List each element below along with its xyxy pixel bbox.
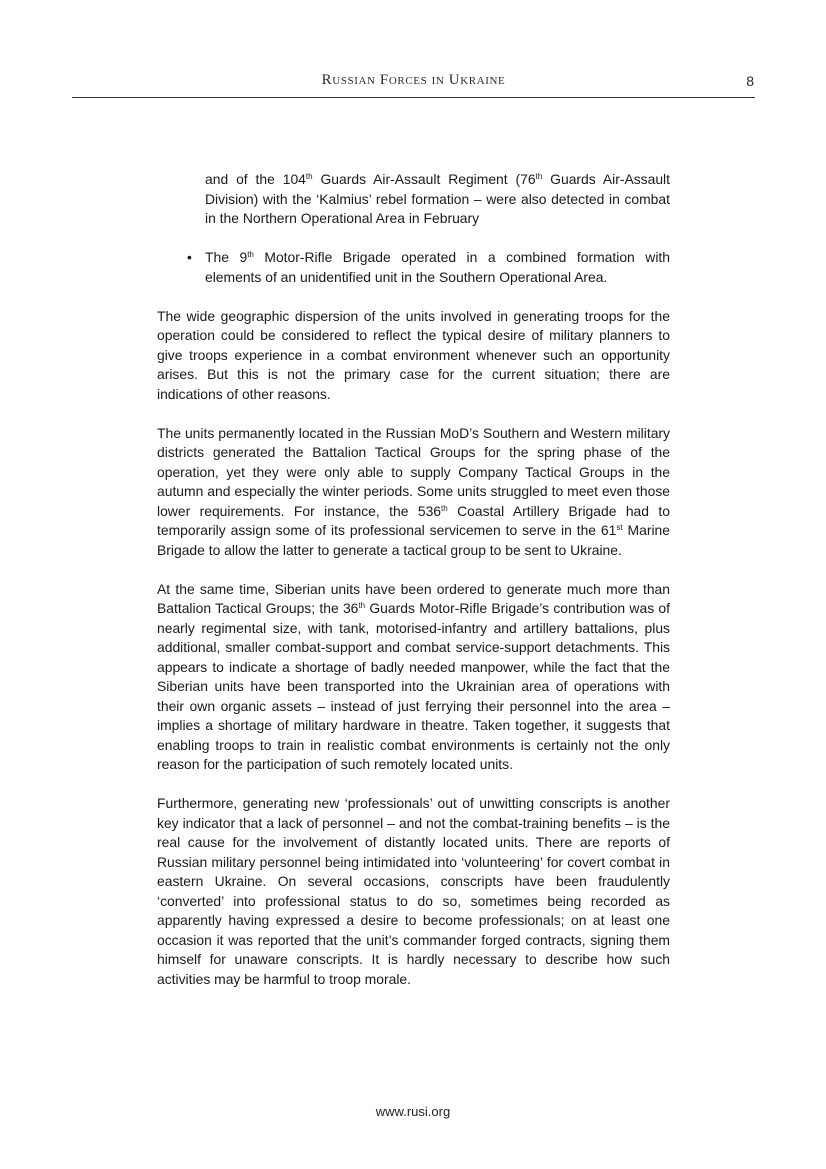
paragraph-conscripts: Furthermore, generating new ‘professionals’ out of unwitting conscripts is another key indicator that a lack of personnel – and not the combat-training benefits – is the real cause for the involvement of distantly located units. There are reports of Russian military personnel being intimidated into ‘volunteering’ for covert combat in eastern Ukraine. On several occasions, conscripts have been fraudulently ‘converted’ into professional status to do so, sometimes being recorded as apparently having expressed a desire to become professionals; on at least one occasion it was reported that the unit’s commander forged contracts, signing them himself for unaware conscripts. It is hardly necessary to describe how such activities may be harmful to troop morale. [157,795,670,987]
document-body [157,170,670,1009]
running-header-title: Russian Forces in Ukraine [321,72,506,88]
paragraph-dispersion: The wide geographic dispersion of the units involved in generating troops for the operation could be considered to reflect the typical desire of military planners to give troops experience in a combat environment whenever such an opportunity arises. But this is not the primary case for the current situation; there are indications of other reasons. [157,307,670,402]
footer-url: www.rusi.org [375,1104,451,1119]
bullet-list-item: • The 9th Motor-Rifle Brigade operated in a combined formation with elements of an unidentified unit in the Southern Operational Area. [187,249,670,285]
paragraph-siberian-units: At the same time, Siberian units have been ordered to generate much more than Battalion Tactical Groups; the 36th Guards Motor-Rifle Brigade’s contribution was of nearly regimental size, with tank, motorised-infantry and artillery battalions, plus additional, smaller combat-support and combat service-support detachments. This appears to indicate a shortage of badly needed manpower, while the fact that the Siberian units have been transported into the Ukrainian area of operations with their own organic assets – instead of just ferrying their personnel into the area – implies a shortage of military hardware in theatre. Taken together, it suggests that enabling troops to train in realistic combat environments is certainly not the only reason for the participation of such remotely located units. [157,580,671,772]
bullet-marker: • [187,249,192,265]
continued-list-item: and of the 104th Guards Air-Assault Regiment (76th Guards Air-Assault Division) with the ‘Kalmius’ rebel formation – were also detected in combat in the Northern Operational Area in February [205,171,670,226]
page-number: 8 [746,73,754,89]
running-header [72,72,755,98]
paragraph-military-districts: The units permanently located in the Russian MoD’s Southern and Western military districts generated the Battalion Tactical Groups for the spring phase of the operation, yet they were only able to supply Company Tactical Groups in the autumn and especially the winter periods. Some units struggled to meet even those lower requirements. For instance, the 536th Coastal Artillery Brigade had to temporarily assign some of its professional servicemen to serve in the 61st Marine Brigade to allow the latter to generate a tactical group to be sent to Ukraine. [157,424,670,558]
